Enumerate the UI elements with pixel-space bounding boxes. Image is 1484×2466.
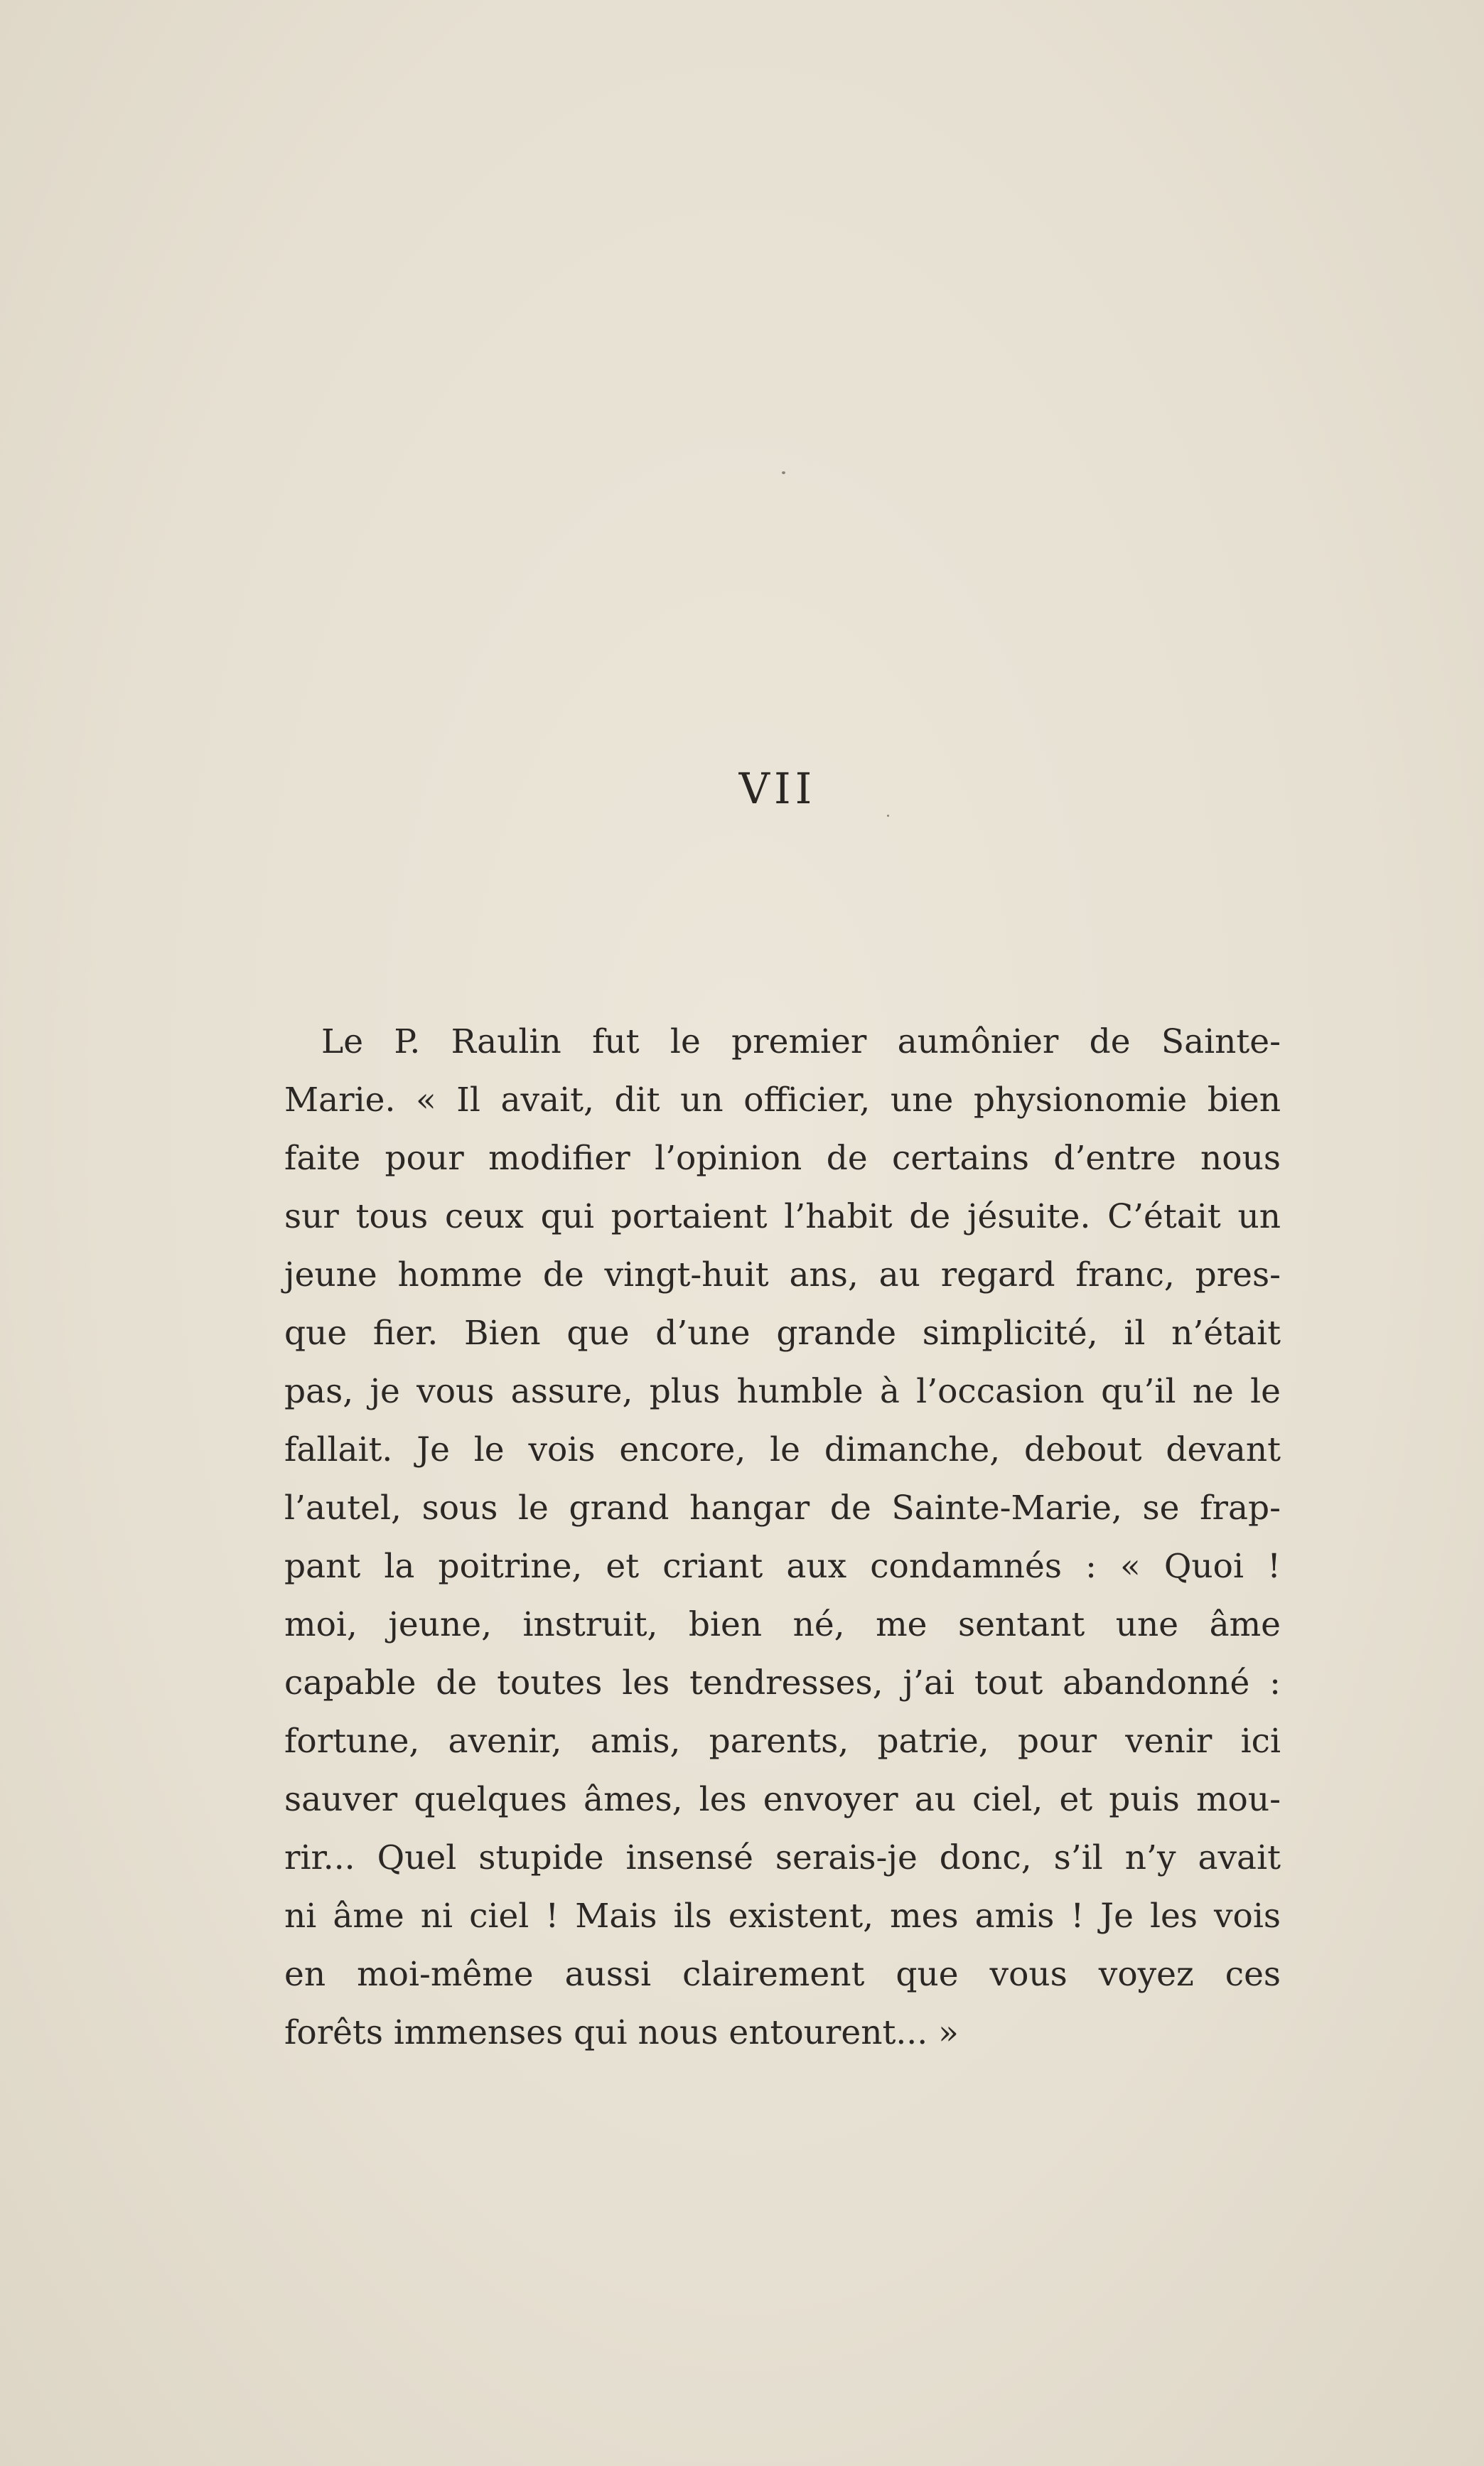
text-line: que fier. Bien que d’une grande simplicité, il n’était — [284, 1314, 1281, 1353]
body-paragraph — [284, 1013, 1281, 2062]
text-line: rir... Quel stupide insensé serais-je donc, s’il n’y avait — [284, 1838, 1281, 1877]
text-line: forêts immenses qui nous entourent... » — [284, 2013, 959, 2052]
ink-speck — [782, 471, 785, 474]
text-line: capable de toutes les tendresses, j’ai tout abandonné : — [284, 1663, 1281, 1703]
text-line: fallait. Je le vois encore, le dimanche, debout devant — [284, 1430, 1281, 1469]
text-line: moi, jeune, instruit, bien né, me sentant une âme — [284, 1605, 1281, 1644]
text-line: sauver quelques âmes, les envoyer au ciel, et puis mou- — [284, 1780, 1281, 1819]
text-line: Marie. « Il avait, dit un officier, une physionomie bien — [284, 1081, 1281, 1120]
text-line: Le P. Raulin fut le premier aumônier de Sainte- — [321, 1022, 1281, 1061]
text-line: en moi-même aussi clairement que vous voyez ces — [284, 1955, 1281, 1994]
ink-speck — [887, 815, 889, 817]
text-line: jeune homme de vingt-huit ans, au regard franc, pres- — [284, 1255, 1281, 1294]
text-line: l’autel, sous le grand hangar de Sainte-Marie, se frap- — [284, 1489, 1281, 1528]
text-line: pas, je vous assure, plus humble à l’occasion qu’il ne le — [284, 1372, 1281, 1411]
text-line: pant la poitrine, et criant aux condamnés : « Quoi ! — [284, 1547, 1281, 1586]
text-line: ni âme ni ciel ! Mais ils existent, mes amis ! Je les vois — [284, 1897, 1281, 1936]
text-line: fortune, avenir, amis, parents, patrie, pour venir ici — [284, 1722, 1281, 1761]
text-line: faite pour modifier l’opinion de certains d’entre nous — [284, 1139, 1281, 1178]
text-line: sur tous ceux qui portaient l’habit de jésuite. C’était un — [284, 1197, 1281, 1236]
chapter-heading: VII — [738, 764, 817, 814]
